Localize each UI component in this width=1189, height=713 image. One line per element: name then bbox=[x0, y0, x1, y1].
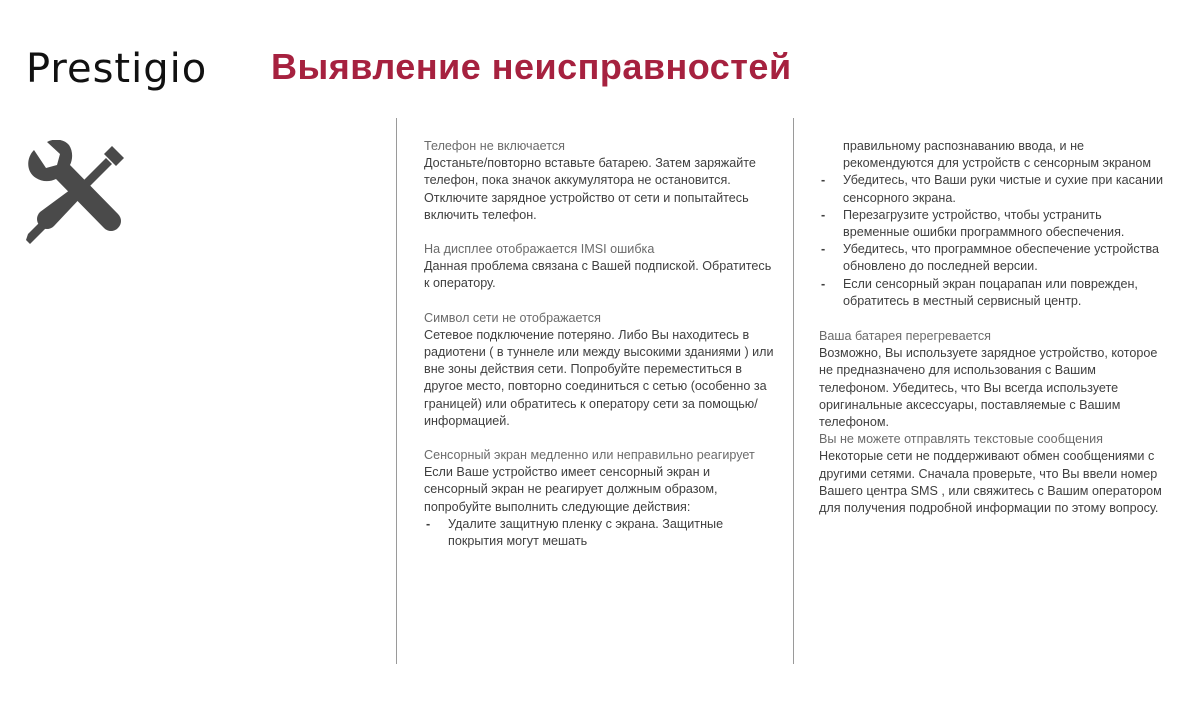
bullet-list bbox=[424, 516, 774, 550]
section-phone-not-on bbox=[424, 138, 774, 224]
column-2 bbox=[819, 138, 1169, 517]
section-body: Некоторые сети не поддерживают обмен сообщениями с другими сетями. Сначала проверьте, что Вы ввели номер Вашего центра SMS , или свяжитесь с Вашим оператором для получения подробной информации по этому вопросу. bbox=[819, 449, 1162, 516]
section-body: Сетевое подключение потеряно. Либо Вы находитесь в радиотени ( в туннеле или между высокими зданиями ) или вне зоны действия сети. Попробуйте переместиться в другое место, повторно соединиться с сетью (особенно за границей) или обратитесь к оператору сети за помощью/информацией. bbox=[424, 327, 774, 428]
bullet-item: - Убедитесь, что Ваши руки чистые и сухие при касании сенсорного экрана. bbox=[819, 172, 1169, 206]
column-divider-right bbox=[793, 118, 794, 664]
section-body: Достаньте/повторно вставьте батарею. Затем заряжайте телефон, пока значок аккумулятора не остановится. Отключите зарядное устройство от сети и попытайтесь включить телефон. bbox=[424, 156, 756, 222]
bullet-item: - Убедитесь, что программное обеспечение устройства обновлено до последней версии. bbox=[819, 241, 1169, 275]
bullet-list bbox=[819, 172, 1169, 310]
section-no-network bbox=[424, 310, 774, 430]
brand-logo: Prestigio bbox=[26, 46, 208, 92]
column-divider-left bbox=[396, 118, 397, 664]
section-heading: Ваша батарея перегревается bbox=[819, 329, 991, 344]
continued-text: правильному распознаванию ввода, и не рекомендуются для устройств с сенсорным экраном bbox=[843, 139, 1152, 171]
bullet-item: - Удалите защитную пленку с экрана. Защитные покрытия могут мешать bbox=[424, 516, 774, 550]
section-sms bbox=[819, 431, 1169, 517]
section-heading: Сенсорный экран медленно или неправильно реагирует bbox=[424, 448, 755, 463]
page-title: Выявление неисправностей bbox=[271, 46, 792, 87]
section-heading: Символ сети не отображается bbox=[424, 310, 601, 325]
section-imsi-error bbox=[424, 241, 774, 293]
section-body: Возможно, Вы используете зарядное устройство, которое не предназначено для использования с Вашим телефоном. Убедитесь, что Вы всегда используете оригинальные аксессуары, поставляемые с Вашим телефоном. bbox=[819, 346, 1158, 430]
section-heading: Телефон не включается bbox=[424, 139, 565, 153]
bullet-item: - Перезагрузите устройство, чтобы устранить временные ошибки программного обеспечения. bbox=[819, 207, 1169, 241]
section-heading: На дисплее отображается IMSI ошибка bbox=[424, 242, 655, 257]
wrench-screwdriver-icon bbox=[20, 140, 130, 250]
section-touchscreen bbox=[424, 447, 774, 550]
section-body: Если Ваше устройство имеет сенсорный экран и сенсорный экран не реагирует должным образом, попробуйте выполнить следующие действия: bbox=[424, 465, 718, 514]
bullet-item: - Если сенсорный экран поцарапан или поврежден, обратитесь в местный сервисный центр. bbox=[819, 276, 1169, 310]
column-1 bbox=[424, 138, 774, 550]
section-battery-overheat bbox=[819, 328, 1169, 431]
section-heading: Вы не можете отправлять текстовые сообщения bbox=[819, 432, 1103, 447]
section-body: Данная проблема связана с Вашей подпиской. Обратитесь к оператору. bbox=[424, 259, 772, 291]
